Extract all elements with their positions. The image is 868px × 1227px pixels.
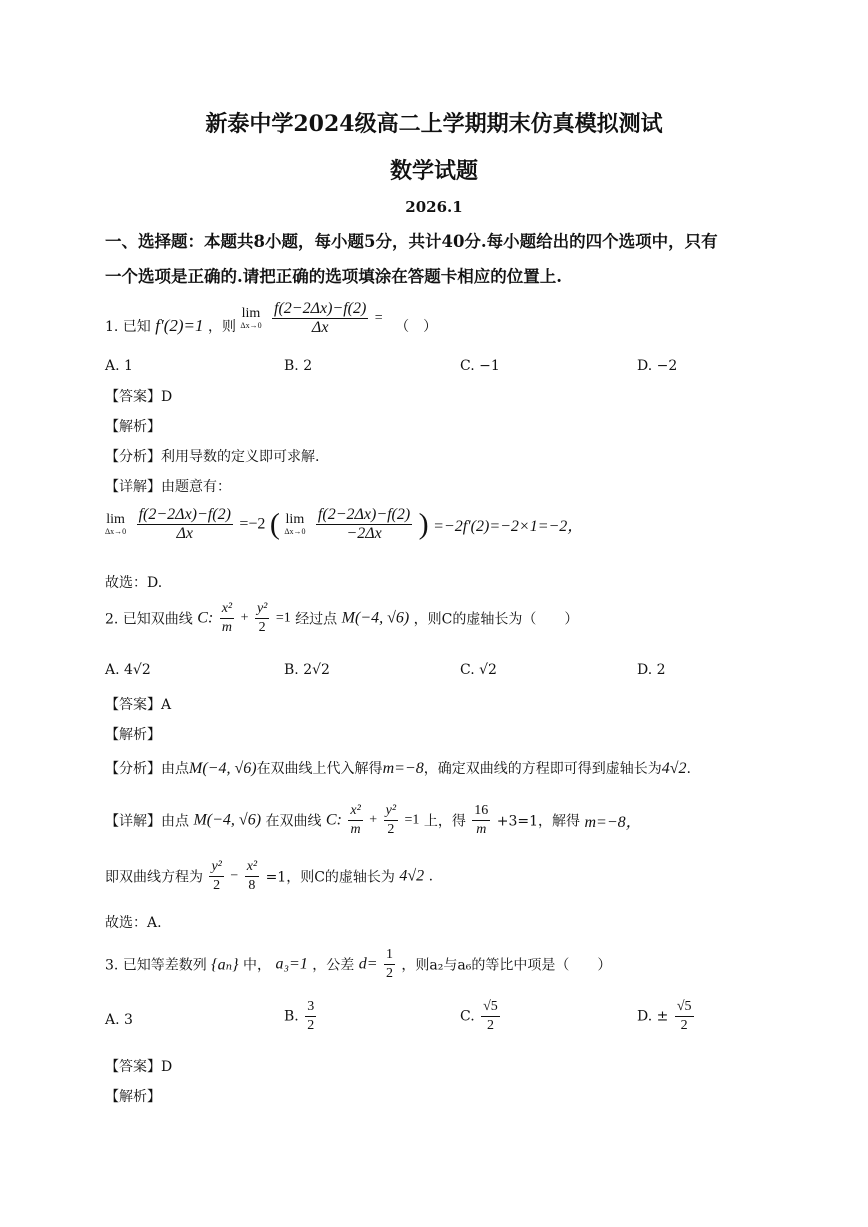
q1-work-equation: lim Δx→0 $\frac{f(2-2\Delta x)-f(2)}{\Delta x}$ =−2 ( lim Δx→0 $\frac{f(2-2\Delta x)-f(2)}{-2\Delta x}$ ) =−2f′(2)=−2×1=−2， bbox=[105, 506, 584, 542]
q1-limit: lim Δx→0 bbox=[240, 306, 262, 330]
q1-fraction: $\frac{f(2-2\Delta x)-f(2)}{\Delta x}$ bbox=[274, 300, 367, 336]
q3-analysis-label: 【解析】 bbox=[105, 1089, 161, 1105]
q1-condition: f′(2)=1 bbox=[155, 315, 204, 335]
q1-xiangjie: 【详解】由题意有： bbox=[105, 479, 231, 495]
q3-option-d: D. ± $\frac{√5}{2}$ bbox=[637, 999, 692, 1033]
q1-option-a: A. 1 bbox=[105, 358, 133, 374]
question-1-stem: 1. 已知 f′(2)=1 ，则 lim Δx→0 $\frac{f(2-2\Delta x)-f(2)}{\Delta x}$ = （ ） bbox=[105, 300, 438, 336]
section-heading-line1: 一、选择题：本题共8小题，每小题5分，共计40分.每小题给出的四个选项中，只有 bbox=[105, 232, 718, 251]
question-3-stem: 3. 已知等差数列 {aₙ} 中， a₃=1 ，公差 d= $\frac{1}{2}$ ，则a₂与a₆的等比中项是（ ） bbox=[105, 947, 612, 981]
q2-xiangjie: 【详解】由点 M(−4, √6) 在双曲线 C: $\frac{\text{x²}}{m}$ + $\frac{\text{y²}}{2}$ =1 上，得 $\frac{16}{m}$ +3=1，解得 m=−8， bbox=[105, 803, 642, 837]
q1-then: ，则 bbox=[207, 318, 236, 335]
q3-answer: 【答案】D bbox=[105, 1059, 173, 1075]
q1-prefix: 1. 已知 bbox=[105, 318, 151, 335]
q1-analysis-label: 【解析】 bbox=[105, 419, 161, 435]
q2-answer: 【答案】A bbox=[105, 697, 172, 713]
exam-date: 2026.1 bbox=[405, 198, 463, 216]
q1-fenxi: 【分析】利用导数的定义即可求解. bbox=[105, 449, 320, 465]
q3-option-b: B. $\frac{3}{2}$ bbox=[284, 999, 315, 1033]
q3-option-a: A. 3 bbox=[105, 1012, 133, 1028]
q1-option-c: C. −1 bbox=[460, 358, 500, 374]
page-subtitle: 数学试题 bbox=[389, 158, 478, 184]
q2-option-c: C. √2 bbox=[460, 662, 497, 678]
q1-option-d: D. −2 bbox=[637, 358, 678, 374]
q1-answer: 【答案】D bbox=[105, 389, 173, 405]
q2-option-a: A. 4√2 bbox=[105, 662, 151, 678]
section-heading-line2: 一个选项是正确的.请把正确的选项填涂在答题卡相应的位置上. bbox=[105, 267, 562, 286]
q3-option-c: C. $\frac{√5}{2}$ bbox=[460, 999, 498, 1033]
q2-equation-line: 即双曲线方程为 $\frac{\text{y²}}{2}$ − $\frac{\text{x²}}{8}$ =1，则C的虚轴长为 4√2 . bbox=[105, 859, 434, 893]
q2-option-d: D. 2 bbox=[637, 662, 666, 678]
q2-analysis-label: 【解析】 bbox=[105, 727, 161, 743]
page-title: 新泰中学2024级高二上学期期末仿真模拟测试 bbox=[205, 111, 663, 137]
q2-option-b: B. 2√2 bbox=[284, 662, 330, 678]
q2-fenxi: 【分析】由点M(−4, √6)在双曲线上代入解得m=−8，确定双曲线的方程即可得到虚轴长为4√2. bbox=[105, 760, 691, 777]
q2-conclusion: 故选：A. bbox=[105, 915, 162, 931]
question-2-stem: 2. 已知双曲线 C: $\frac{\text{x²}}{m}$ + $\frac{\text{y²}}{2}$ =1 经过点 M(−4, √6) ，则C的虚轴长为（ ） bbox=[105, 601, 579, 635]
q1-option-b: B. 2 bbox=[284, 358, 313, 374]
q1-conclusion: 故选：D. bbox=[105, 575, 163, 591]
